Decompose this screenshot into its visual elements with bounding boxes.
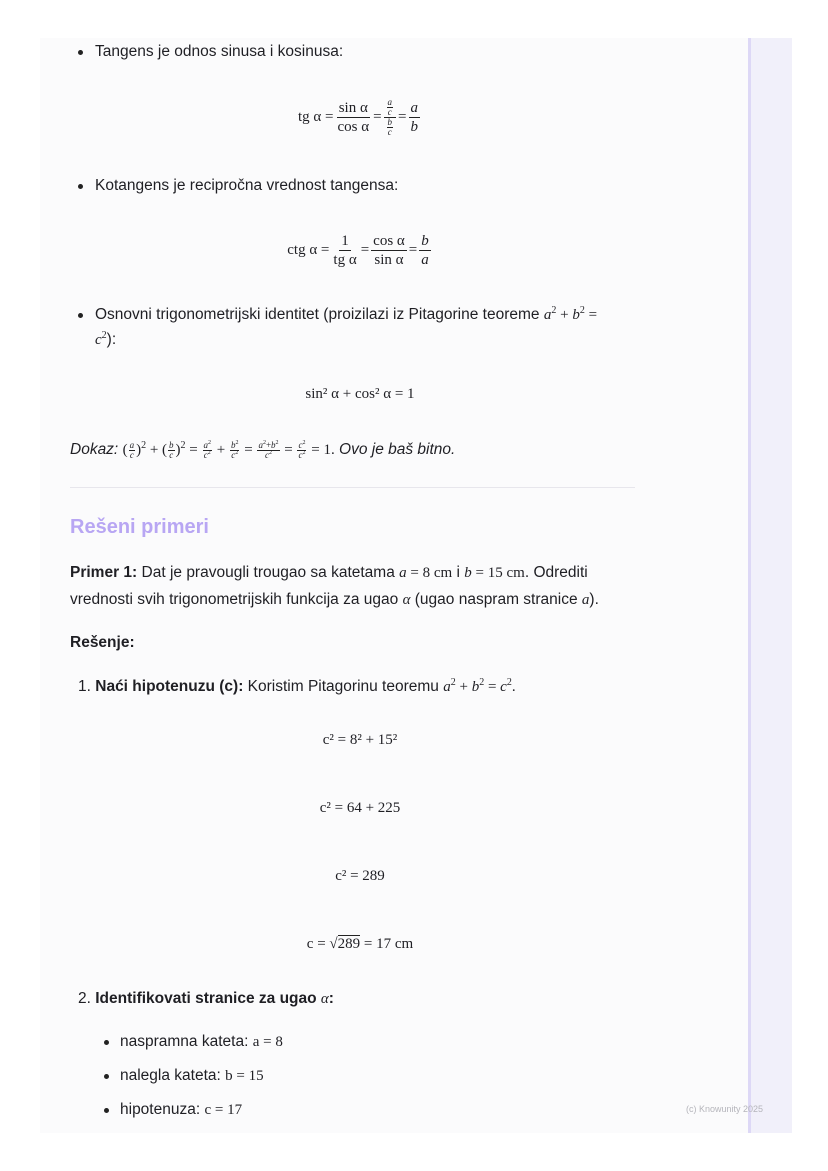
sqrt-sign-icon: √ xyxy=(329,935,338,952)
bullet-dot xyxy=(78,313,83,318)
proof-line: Dokaz: ( $\frac{a}{c}$ )$^2$ + ( $\frac{b}{c}$ )$^2$ = $\frac{a^2}{c^2}$ + $\frac{b^2}{c^2}$ = $\frac{a^2+b^2}{c^2}$ = $\frac{c^2}{c^2}$ = 1. Ovo je baš bitno. xyxy=(70,440,456,461)
equation-3: c² = 289 xyxy=(335,867,385,884)
bullet-dot xyxy=(78,50,83,55)
document-page xyxy=(40,38,792,1133)
section-title: Rešeni primeri xyxy=(70,516,209,538)
bullet-identitet-cont: $c^2$): xyxy=(95,330,117,348)
example-line-1: Primer 1: Dat je pravougli trougao sa katetama a = 8 cm i b = 15 cm. Odrediti xyxy=(70,564,588,581)
bullet-dot xyxy=(104,1040,109,1045)
solution-label: Rešenje: xyxy=(70,634,135,651)
formula-identity: sin² α + cos² α = 1 xyxy=(305,385,415,402)
equation-4: c = √ 289 = 17 cm xyxy=(306,935,414,952)
formula-kotangens: ctg α = $\frac{1}{\text{tg α}}$ = $\frac{\text{cos α}}{\text{sin α}}$ = $\frac{b}{a}$ xyxy=(287,232,429,268)
step-2: 2. Identifikovati stranice za ugao α: xyxy=(78,990,334,1007)
formula-tangens: tg α = $\frac{\text{sin α}}{\text{cos α}}$ = $\frac{\frac{a}{c}}{\frac{b}{c}}$ = $\frac{a}{b}$ xyxy=(297,96,419,137)
equation-2: c² = 64 + 225 xyxy=(319,799,401,816)
bullet-dot xyxy=(104,1074,109,1079)
step-1: 1. Naći hipotenuzu (c): Koristim Pitagorinu teoremu $a^2 + b^2 = c^2$. xyxy=(78,677,516,695)
bullet-kotangens: Kotangens je recipročna vrednost tangensa: xyxy=(95,177,399,194)
divider xyxy=(70,487,635,488)
bullet-dot xyxy=(78,184,83,189)
example-line-2: vrednosti svih trigonometrijskih funkcija za ugao α (ugao naspram stranice a). xyxy=(70,591,599,608)
bullet-identitet: Osnovni trigonometrijski identitet (proizilazi iz Pitagorine teoreme $a^2 + b^2$ = xyxy=(95,305,598,323)
side-item: nalegla kateta: b = 15 xyxy=(120,1067,264,1084)
side-item: naspramna kateta: a = 8 xyxy=(120,1033,283,1050)
page-sidebar xyxy=(748,38,792,1133)
footer-copyright: (c) Knowunity 2025 xyxy=(686,1104,764,1114)
formula-lhs: tg α = xyxy=(297,108,334,125)
side-item: hipotenuza: c = 17 xyxy=(120,1101,243,1118)
equation-1: c² = 8² + 15² xyxy=(322,731,398,748)
bullet-tangens: Tangens je odnos sinusa i kosinusa: xyxy=(95,43,344,60)
bullet-dot xyxy=(104,1108,109,1113)
